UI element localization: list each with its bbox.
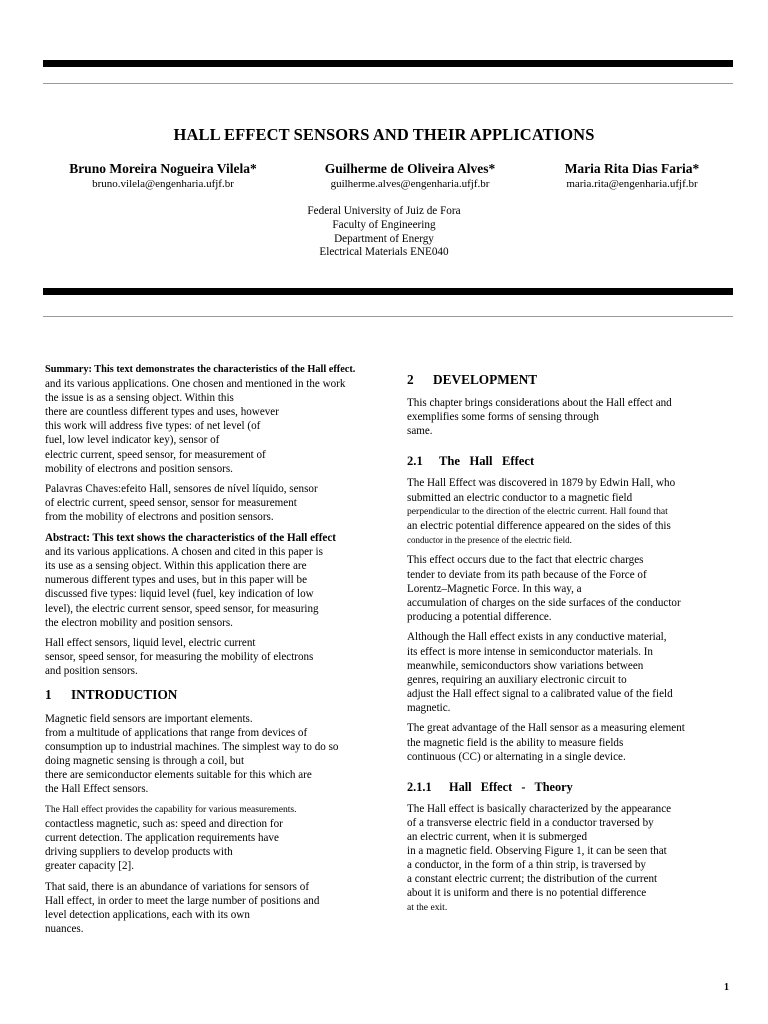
text-line: its use as a sensing object. Within this application there are xyxy=(45,560,307,573)
text-line: and position sensors. xyxy=(45,665,138,678)
section-title: INTRODUCTION xyxy=(71,687,178,703)
hall-effect-paragraph-1 xyxy=(407,476,738,546)
author-1 xyxy=(53,160,273,191)
text-line: about it is uniform and there is no potential difference xyxy=(407,887,647,900)
text-line: Although the Hall effect exists in any conductive material, xyxy=(407,631,667,644)
text-line: the electron mobility and position sensors. xyxy=(45,616,233,629)
text-line: level), the electric current sensor, speed sensor, for measuring xyxy=(45,602,319,615)
text-line: from a multitude of applications that range from devices of xyxy=(45,726,308,739)
abstract-paragraph xyxy=(45,531,367,630)
section-heading-introduction xyxy=(45,688,367,702)
text-line: meanwhile, semiconductors show variations between xyxy=(407,659,644,672)
abstract-label: Abstract: This text shows the characteristics of the Hall effect xyxy=(45,532,336,545)
text-line: the Hall Effect sensors. xyxy=(45,783,149,796)
text-line: The Hall effect provides the capability for various measurements. xyxy=(45,803,297,815)
text-line: this work will address five types: of net level (of xyxy=(45,420,261,433)
text-line: Magnetic field sensors are important elements. xyxy=(45,712,253,725)
text-line: producing a potential difference. xyxy=(407,610,552,623)
text-line: That said, there is an abundance of variations for sensors of xyxy=(45,880,310,893)
text-line: sensor, speed sensor, for measuring the mobility of electrons xyxy=(45,651,314,664)
text-line: exemplifies some forms of sensing through xyxy=(407,411,599,424)
text-line: at the exit. xyxy=(407,901,448,913)
text-line: there are semiconductor elements suitable for this which are xyxy=(45,768,312,781)
text-line: level detection applications, each with its own xyxy=(45,908,250,921)
affiliation-line: Department of Energy xyxy=(334,232,434,245)
text-line: perpendicular to the direction of the electric current. Hall found that xyxy=(407,505,668,517)
author-2 xyxy=(300,160,520,191)
intro-paragraph-1 xyxy=(45,712,367,797)
hall-effect-paragraph-4 xyxy=(407,721,738,763)
text-line: driving suppliers to develop products with xyxy=(45,845,233,858)
keywords-paragraph xyxy=(45,636,367,678)
author-email: maria.rita@engenharia.ufjf.br xyxy=(566,178,698,190)
author-3 xyxy=(522,160,742,191)
text-line: current detection. The application requirements have xyxy=(45,831,279,844)
text-line: from the mobility of electrons and position sensors. xyxy=(45,511,274,524)
text-line: a constant electric current; the distribution of the current xyxy=(407,873,658,886)
text-line: fuel, low level indicator key), sensor of xyxy=(45,434,220,447)
palavras-chaves-paragraph xyxy=(45,482,367,524)
subsubsection-heading-theory xyxy=(407,780,738,794)
text-line: nuances. xyxy=(45,922,84,935)
text-line: Palavras Chaves:efeito Hall, sensores de nível líquido, sensor xyxy=(45,483,318,496)
text-line: doing magnetic sensing is through a coil, but xyxy=(45,754,245,767)
theory-paragraph xyxy=(407,802,738,915)
text-line: This effect occurs due to the fact that electric charges xyxy=(407,554,644,567)
text-line: The Hall effect is basically characterized by the appearance xyxy=(407,802,672,815)
subsection-heading-hall-effect xyxy=(407,454,738,468)
intro-paragraph-3 xyxy=(45,880,367,936)
section-number: 1 xyxy=(45,687,52,703)
text-line: and its various applications. One chosen and mentioned in the work xyxy=(45,378,346,391)
text-line: Hall effect sensors, liquid level, electric current xyxy=(45,637,256,650)
section-title: DEVELOPMENT xyxy=(433,372,538,387)
page-number: 1 xyxy=(724,982,729,993)
affiliation-line: Federal University of Juiz de Fora xyxy=(307,205,461,217)
affiliation xyxy=(0,205,768,260)
text-line: its effect is more intense in semiconductor materials. In xyxy=(407,645,653,658)
text-line: numerous different types and uses, but in this paper will be xyxy=(45,574,307,587)
text-line: of a transverse electric field in a conductor traversed by xyxy=(407,816,654,829)
text-line: electric current, speed sensor, for measurement of xyxy=(45,448,266,461)
text-line: This chapter brings considerations about the Hall effect and xyxy=(407,397,672,410)
subsubsection-title: Hall Effect - Theory xyxy=(449,779,573,794)
mid-thick-rule xyxy=(43,288,733,295)
author-email: guilherme.alves@engenharia.ufjf.br xyxy=(330,178,490,190)
text-line: tender to deviate from its path because of the Force of xyxy=(407,568,647,581)
text-line: the magnetic field is the ability to measure fields xyxy=(407,736,624,749)
text-line: accumulation of charges on the side surfaces of the conductor xyxy=(407,596,681,609)
top-thin-rule xyxy=(43,83,733,84)
text-line: conductor in the presence of the electric field. xyxy=(407,534,572,545)
text-line: Hall effect, in order to meet the large number of positions and xyxy=(45,894,320,907)
summary-label: Summary: This text demonstrates the characteristics of the Hall effect. xyxy=(45,364,356,375)
text-line: adjust the Hall effect signal to a calibrated value of the field xyxy=(407,687,673,700)
text-line: continuous (CC) or alternating in a single device. xyxy=(407,750,626,763)
text-line: genres, requiring an auxiliary electronic circuit to xyxy=(407,673,627,686)
text-line: discussed five types: liquid level (fuel, key indication of low xyxy=(45,588,314,601)
text-line: the issue is as a sensing object. Within this xyxy=(45,392,234,405)
text-line: a conductor, in the form of a thin strip, is traversed by xyxy=(407,859,646,872)
development-paragraph xyxy=(407,396,738,438)
text-line: magnetic. xyxy=(407,701,451,714)
section-heading-development xyxy=(407,373,738,387)
text-line: mobility of electrons and position sensors. xyxy=(45,462,233,475)
section-number: 2 xyxy=(407,372,414,387)
affiliation-line: Electrical Materials ENE040 xyxy=(319,246,449,259)
mid-thin-rule xyxy=(43,316,733,317)
summary-paragraph xyxy=(45,363,367,476)
text-line: there are countless different types and uses, however xyxy=(45,406,279,419)
text-line: in a magnetic field. Observing Figure 1, it can be seen that xyxy=(407,845,667,858)
top-thick-rule xyxy=(43,60,733,67)
subsubsection-number: 2.1.1 xyxy=(407,779,432,794)
hall-effect-paragraph-3 xyxy=(407,630,738,715)
hall-effect-paragraph-2 xyxy=(407,553,738,623)
intro-paragraph-2 xyxy=(45,803,367,873)
subsection-title: The Hall Effect xyxy=(439,454,535,469)
affiliation-line: Faculty of Engineering xyxy=(332,218,436,231)
text-line: same. xyxy=(407,425,433,438)
text-line: of electric current, speed sensor, sensor for measurement xyxy=(45,497,297,510)
text-line: The great advantage of the Hall sensor as a measuring element xyxy=(407,722,685,735)
text-line: an electric potential difference appeared on the sides of this xyxy=(407,519,671,532)
paper-title: HALL EFFECT SENSORS AND THEIR APPLICATIONS xyxy=(173,125,595,144)
author-name: Bruno Moreira Nogueira Vilela* xyxy=(69,161,257,176)
subsection-number: 2.1 xyxy=(407,454,423,469)
text-line: submitted an electric conductor to a magnetic field xyxy=(407,491,633,504)
author-email: bruno.vilela@engenharia.ufjf.br xyxy=(92,178,234,190)
author-name: Maria Rita Dias Faria* xyxy=(564,161,700,176)
text-line: greater capacity [2]. xyxy=(45,860,134,872)
author-name: Guilherme de Oliveira Alves* xyxy=(324,161,496,176)
text-line: an electric current, when it is submerged xyxy=(407,831,588,844)
text-line: Lorentz–Magnetic Force. In this way, a xyxy=(407,582,582,595)
text-line: and its various applications. A chosen and cited in this paper is xyxy=(45,546,323,559)
text-line: contactless magnetic, such as: speed and direction for xyxy=(45,817,283,830)
left-column xyxy=(45,363,367,942)
right-column xyxy=(407,373,738,921)
text-line: The Hall Effect was discovered in 1879 by Edwin Hall, who xyxy=(407,477,676,490)
text-line: consumption up to industrial machines. The simplest way to do so xyxy=(45,740,339,753)
